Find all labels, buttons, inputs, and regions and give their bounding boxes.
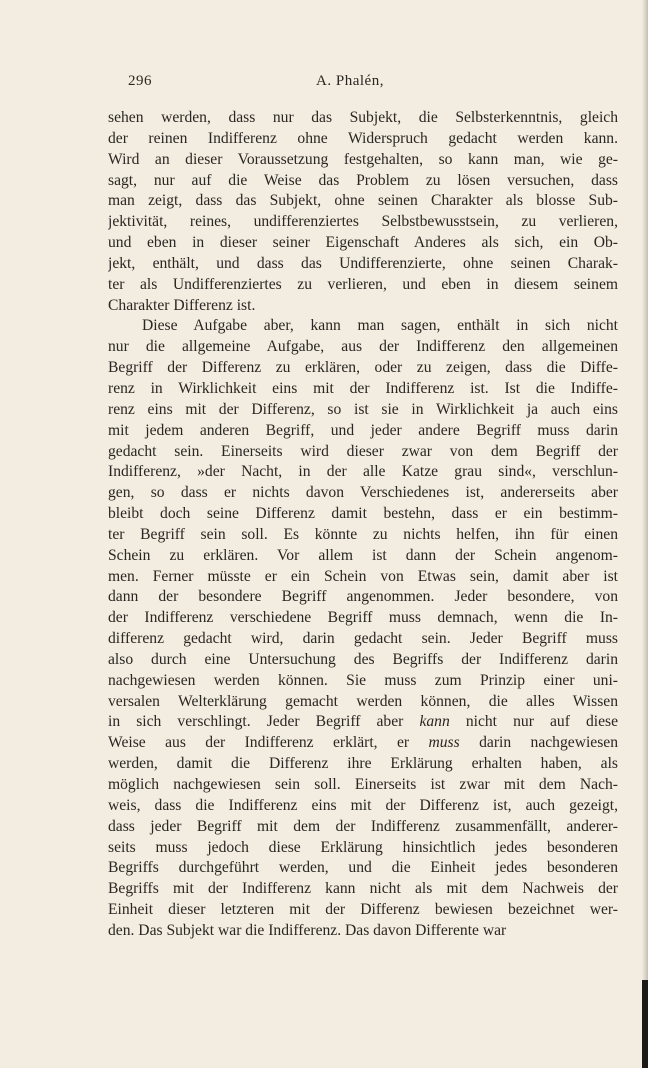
text-line: Begriffs durchgeführt werden, und die Einheit jedes besonderen bbox=[108, 859, 618, 877]
text-line: jektivität, reines, undifferenziertes Selbstbewusstsein, zu verlieren, bbox=[108, 213, 618, 231]
page-edge-shadow bbox=[642, 0, 648, 1068]
text-line: werden, damit die Differenz ihre Erklärung erhalten haben, als bbox=[108, 755, 618, 773]
text-line: renz eins mit der Differenz, so ist sie in Wirklichkeit ja auch eins bbox=[108, 400, 618, 418]
text-line: nachgewiesen werden können. Sie muss zum Prinzip einer uni- bbox=[108, 671, 618, 689]
text-line: Einheit dieser letzteren mit der Differenz bewiesen bezeichnet wer- bbox=[108, 901, 618, 919]
text-line: mit jedem anderen Begriff, und jeder andere Begriff muss darin bbox=[108, 421, 618, 439]
text-line: gedacht sein. Einerseits wird dieser zwar von dem Begriff der bbox=[108, 442, 618, 460]
emphasis: kann bbox=[419, 713, 450, 731]
text-line: ter Begriff sein soll. Es könnte zu nichts helfen, ihn für einen bbox=[108, 525, 618, 543]
text-line: und eben in dieser seiner Eigenschaft Anderes als sich, ein Ob- bbox=[108, 234, 618, 252]
text-line: Begriff der Differenz zu erklären, oder zu zeigen, dass die Diffe- bbox=[108, 359, 618, 377]
text-line: jekt, enthält, und dass das Undifferenzierte, ohne seinen Charak- bbox=[108, 254, 618, 272]
text-line: seits muss jedoch diese Erklärung hinsichtlich jedes besonderen bbox=[108, 838, 618, 856]
text-line: Wird an dieser Voraussetzung festgehalten, so kann man, wie ge- bbox=[108, 150, 618, 168]
text-line: renz in Wirklichkeit eins mit der Indifferenz ist. Ist die Indiffe- bbox=[108, 379, 618, 397]
text-line: gen, so dass er nichts davon Verschiedenes ist, andererseits aber bbox=[108, 484, 618, 502]
text-line: Diese Aufgabe aber, kann man sagen, enthält in sich nicht bbox=[142, 317, 618, 335]
text-line: nur die allgemeine Aufgabe, aus der Indifferenz den allgemeinen bbox=[108, 338, 618, 356]
text-line: dann der besondere Begriff angenommen. Jeder besondere, von bbox=[108, 588, 618, 606]
text-line: Weise aus der Indifferenz erklärt, er muss darin nachgewiesen bbox=[108, 734, 618, 752]
text-line: Begriffs mit der Indifferenz kann nicht als mit dem Nachweis der bbox=[108, 880, 618, 898]
running-head: A. Phalén, bbox=[316, 73, 384, 89]
text-line: versalen Welterklärung gemacht werden können, die alles Wissen bbox=[108, 692, 618, 710]
text-line: sagt, nur auf die Weise das Problem zu lösen versuchen, dass bbox=[108, 171, 618, 189]
text-line: sehen werden, dass nur das Subjekt, die Selbsterkenntnis, gleich bbox=[108, 109, 618, 126]
text-line: der Indifferenz verschiedene Begriff muss demnach, wenn die In- bbox=[108, 609, 618, 627]
emphasis: muss bbox=[428, 734, 460, 752]
body-text bbox=[108, 108, 618, 942]
text-line: dass jeder Begriff mit dem der Indifferenz zusammenfällt, anderer- bbox=[108, 817, 618, 835]
text-line: in sich verschlingt. Jeder Begriff aber kann nicht nur auf diese bbox=[108, 713, 618, 731]
page-edge-dark bbox=[642, 980, 648, 1068]
text-line: möglich nachgewiesen sein soll. Einerseits ist zwar mit dem Nach- bbox=[108, 776, 618, 793]
text-line: bleibt doch seine Differenz damit bestehn, dass er ein bestimm- bbox=[108, 505, 618, 523]
text-line: also durch eine Untersuchung des Begriffs der Indifferenz darin bbox=[108, 650, 618, 668]
text-line: den. Das Subjekt war die Indifferenz. Das davon Differente war bbox=[108, 921, 507, 939]
text-line: Charakter Differenz ist. bbox=[108, 296, 256, 314]
text-line: man zeigt, dass das Subjekt, ohne seinen Charakter als blosse Sub- bbox=[108, 192, 618, 210]
text-line: men. Ferner müsste er ein Schein von Etwas sein, damit aber ist bbox=[108, 567, 618, 585]
text-line: ter als Undifferenziertes zu verlieren, und eben in diesem seinem bbox=[108, 275, 618, 293]
text-line: der reinen Indifferenz ohne Widerspruch gedacht werden kann. bbox=[108, 129, 618, 147]
paragraph bbox=[108, 316, 618, 941]
text-line: weis, dass die Indifferenz eins mit der Differenz ist, auch gezeigt, bbox=[108, 796, 618, 814]
page-number: 296 bbox=[128, 73, 152, 89]
text-line: Schein zu erklären. Vor allem ist dann der Schein angenom- bbox=[108, 546, 618, 564]
text-line: Indifferenz, »der Nacht, in der alle Katze grau sind«, verschlun- bbox=[108, 463, 618, 481]
text-line: differenz gedacht wird, darin gedacht sein. Jeder Begriff muss bbox=[108, 630, 618, 648]
paragraph bbox=[108, 108, 618, 316]
